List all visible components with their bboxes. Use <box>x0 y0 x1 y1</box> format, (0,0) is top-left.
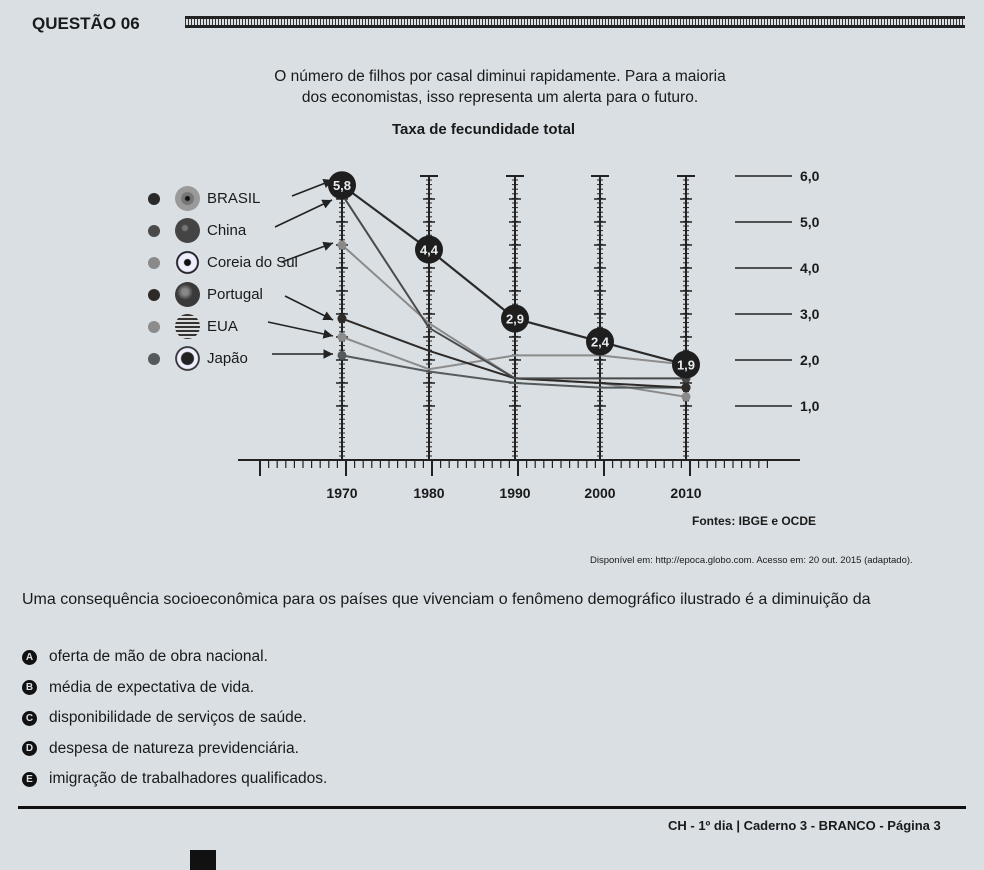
portugal-flag-icon <box>175 282 200 307</box>
svg-text:1980: 1980 <box>413 485 445 501</box>
legend-item <box>148 218 246 243</box>
option-text: imigração de trabalhadores qualificados. <box>49 770 328 787</box>
svg-text:1,9: 1,9 <box>676 357 696 373</box>
question-number: QUESTÃO 06 <box>32 14 140 33</box>
page-footer: CH - 1º dia | Caderno 3 - BRANCO - Página 3 <box>668 818 941 833</box>
legend-dot <box>148 289 160 301</box>
option-d[interactable] <box>22 740 299 758</box>
brazil-flag-icon <box>175 186 200 211</box>
option-text: disponibilidade de serviços de saúde. <box>49 709 307 726</box>
svg-text:2,9: 2,9 <box>505 311 525 327</box>
legend-dot <box>148 193 160 205</box>
chart-title: Taxa de fecundidade total <box>392 121 576 138</box>
svg-text:1970: 1970 <box>326 485 358 501</box>
registration-mark <box>190 850 216 870</box>
option-b[interactable] <box>22 679 254 697</box>
option-letter-badge: D <box>22 741 37 756</box>
option-e[interactable] <box>22 770 327 788</box>
legend-item <box>148 314 238 339</box>
chart-source: Fontes: IBGE e OCDE <box>692 514 817 528</box>
option-letter-badge: B <box>22 680 37 695</box>
option-letter-badge: E <box>22 772 37 787</box>
option-letter-badge: A <box>22 650 37 665</box>
svg-text:5,0: 5,0 <box>800 214 820 230</box>
legend-dot <box>148 257 160 269</box>
legend-label: China <box>207 222 247 239</box>
option-c[interactable] <box>22 709 307 727</box>
legend-dot <box>148 225 160 237</box>
option-a[interactable] <box>22 648 268 666</box>
legend-item <box>148 250 298 275</box>
svg-text:1,0: 1,0 <box>800 398 820 414</box>
option-letter-badge: C <box>22 711 37 726</box>
legend-label: BRASIL <box>207 190 261 207</box>
svg-text:2010: 2010 <box>670 485 702 501</box>
legend-dot <box>148 353 160 365</box>
footer-divider <box>18 806 966 809</box>
svg-text:5,8: 5,8 <box>332 178 352 194</box>
intro-line-2: dos economistas, isso representa um alerta para o futuro. <box>301 89 699 106</box>
svg-text:3,0: 3,0 <box>800 306 820 322</box>
option-text: média de expectativa de vida. <box>49 678 255 696</box>
question-stem: Uma consequência socioeconômica para os países que vivenciam o fenômeno demográfico ilustrado é a diminuição da <box>22 591 871 608</box>
legend-label: Portugal <box>207 286 263 303</box>
legend-label: EUA <box>207 318 238 335</box>
china-flag-icon <box>175 218 200 243</box>
svg-text:2000: 2000 <box>584 485 616 501</box>
svg-text:2,4: 2,4 <box>590 334 610 350</box>
legend-item <box>148 186 260 211</box>
svg-text:2,0: 2,0 <box>800 352 820 368</box>
legend-label: Japão <box>207 350 248 367</box>
japan-flag-icon <box>175 346 200 371</box>
svg-text:4,4: 4,4 <box>419 242 439 258</box>
legend-label: Coreia do Sul <box>207 254 298 271</box>
south-korea-flag-icon <box>175 250 200 275</box>
option-text: despesa de natureza previdenciária. <box>49 739 299 757</box>
citation: Disponível em: http://epoca.globo.com. Acesso em: 20 out. 2015 (adaptado). <box>590 555 913 566</box>
usa-flag-icon <box>175 314 200 339</box>
option-text: oferta de mão de obra nacional. <box>49 648 268 665</box>
intro-line-1: O número de filhos por casal diminui rapidamente. Para a maioria <box>274 68 726 85</box>
svg-text:1990: 1990 <box>499 485 531 501</box>
svg-text:4,0: 4,0 <box>800 260 820 276</box>
legend-item <box>148 282 263 307</box>
svg-text:6,0: 6,0 <box>800 168 820 184</box>
legend-item <box>148 346 248 371</box>
legend-dot <box>148 321 160 333</box>
